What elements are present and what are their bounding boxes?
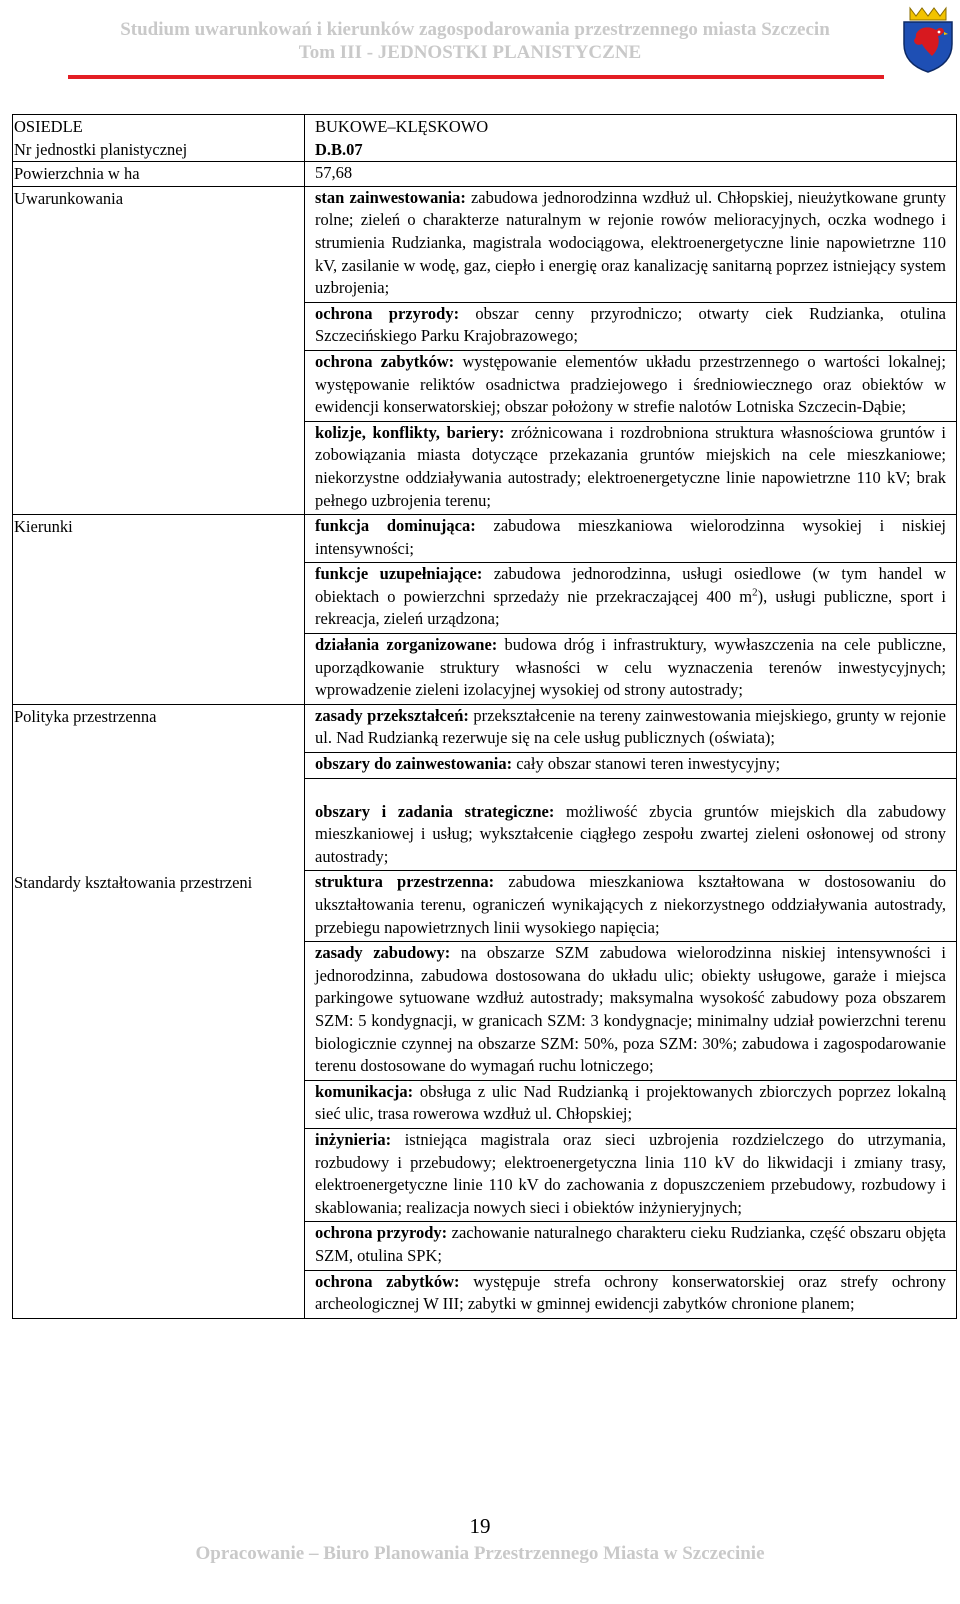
table-row-osiedle xyxy=(13,115,957,162)
szczecin-coat-of-arms-icon xyxy=(900,4,956,74)
paragraph-text: zróżnicowana i rozdrobniona struktura własnościowa gruntów i zobowiązania miasta dotyczące przekazania gruntów miejskich na cele mieszkaniowe; niekorzystne oddziaływania autostrady; elektroenergetyczne linie napowietrzne 110 kV; brak pełnego uzbrojenia terenu; xyxy=(315,422,946,510)
table-row-polityka xyxy=(13,704,957,871)
paragraph-text-continued: ), usługi publiczne, sport i rekreacja, zieleń urządzona; xyxy=(315,586,946,629)
kierunki-label: Kierunki xyxy=(13,515,305,705)
unit-number-value: D.B.07 xyxy=(315,139,363,159)
paragraph-text: przekształcenie na tereny zainwestowania miejskiego, grunty w rejonie ul. Nad Rudzianką rezerwuje się na cele usług publicznych (oświata); xyxy=(315,705,946,748)
osiedle-value: BUKOWE–KLĘSKOWO xyxy=(315,117,489,136)
paragraph-block xyxy=(305,1271,956,1318)
table-row-area xyxy=(13,162,957,187)
uwarunkowania-cell xyxy=(305,186,957,514)
paragraph-title: struktura przestrzenna: xyxy=(315,872,495,892)
page-footer xyxy=(0,1514,960,1566)
standardy-cell xyxy=(305,871,957,1318)
paragraph-title: działania zorganizowane: xyxy=(315,635,498,655)
paragraph-text: na obszarze SZM zabudowa wielorodzinna niskiej intensywności i jednorodzinna, zabudowa dostosowana do układu ulic; obiekty usługowe, garaże i miejsca parkingowe sytuowane wzdłuż autostrady; maksymalna wysokość zabudowy poza obszarem SZM: 5 kondygnacji, w granicach SZM: 3 kondygnacje; minimalny udział powierzchni terenu biologicznie czynnej na obszarze SZM: 50%, poza SZM: 30%; zabudowa i zagospodarowanie terenu dostosowane do wymagań ruchu lotniczego; xyxy=(315,943,947,1076)
document-title: Studium uwarunkowań i kierunków zagospodarowania przestrzennego miasta Szczecin xyxy=(120,19,830,40)
paragraph-title: ochrona zabytków: xyxy=(315,351,455,371)
paragraph-block xyxy=(305,779,956,871)
paragraph-text: zabudowa jednorodzinna, usługi osiedlowe (w tym handel w obiektach o powierzchni sprzedaży nie przekraczającej 400 m xyxy=(315,564,946,606)
paragraph-block xyxy=(305,422,956,514)
planning-unit-table xyxy=(12,114,957,1319)
uwarunkowania-label: Uwarunkowania xyxy=(13,186,305,514)
table-row-standardy xyxy=(13,871,957,1318)
paragraph-text: zabudowa jednorodzinna wzdłuż ul. Chłopskiej, nieużytkowane grunty rolne; zieleń o charakterze naturalnym w rejonie rowów melioracyjnych, oczka wodnego i strumienia Rudzianka, magistrala wodociągowa, elektroenergetyczne linie napowietrzne 110 kV, zasilanie w wodę, gaz, ciepło i energię oraz kanalizację sanitarną poprzez istniejący system uzbrojenia; xyxy=(315,187,946,298)
paragraph-text: cały obszar stanowi teren inwestycyjny; xyxy=(512,754,781,774)
paragraph-block xyxy=(305,1129,956,1222)
paragraph-block xyxy=(305,515,956,563)
area-label: Powierzchnia w ha xyxy=(13,162,305,187)
paragraph-block xyxy=(305,942,956,1081)
table-row-kierunki xyxy=(13,515,957,705)
paragraph-text: istniejąca magistrala oraz sieci uzbrojenia rozdzielczego do utrzymania, rozbudowy i przebudowy; elektroenergetyczna linia 110 kV do likwidacji i zmiany trasy, elektroenergetyczne linie 110 kV do zachowania z dopuszczeniem przebudowy, rozbudowy i skablowania; realizacja nowych sieci i obiektów inżynieryjnych; xyxy=(315,1129,946,1217)
unit-number-label: Nr jednostki planistycznej xyxy=(14,139,188,159)
paragraph-title: inżynieria: xyxy=(315,1129,392,1149)
polityka-label: Polityka przestrzenna xyxy=(13,704,305,871)
paragraph-text: występuje strefa ochrony konserwatorskiej oraz strefy ochrony archeologicznej W III; zabytki w gminnej ewidencji zabytków chronione planem; xyxy=(315,1271,946,1314)
paragraph-block xyxy=(305,187,956,303)
page-header xyxy=(0,0,960,84)
paragraph-text: występowanie elementów układu przestrzennego o wartości lokalnej; występowanie reliktów osadnictwa pradziejowego i średniowiecznego oraz obiektów w ewidencji konserwatorskiej; obszar położony w strefie nalotów Lotniska Szczecin-Dąbie; xyxy=(315,351,946,417)
paragraph-text: zachowanie naturalnego charakteru cieku Rudzianka, część obszaru objęta SZM, otulina SPK; xyxy=(315,1223,946,1265)
paragraph-block xyxy=(305,1222,956,1270)
paragraph-block xyxy=(305,705,956,753)
paragraph-title: obszary do zainwestowania: xyxy=(315,754,513,774)
paragraph-title: zasady przekształceń: xyxy=(315,705,469,725)
volume-title: Tom III - JEDNOSTKI PLANISTYCZNE xyxy=(298,42,642,63)
paragraph-block xyxy=(305,634,956,704)
header-rule xyxy=(68,75,884,79)
table-row-uwarunkowania xyxy=(13,186,957,514)
paragraph-text: budowa dróg i infrastruktury, wywłaszczenia na cele publiczne, uporządkowanie struktury własności w celu wyznaczenia terenów inwestycyjnych; wprowadzenie zieleni izolacyjnej wysokiej od strony autostrady; xyxy=(315,635,946,700)
paragraph-block xyxy=(305,563,956,634)
standardy-label: Standardy kształtowania przestrzeni xyxy=(13,871,305,1318)
paragraph-title: ochrona zabytków: xyxy=(315,1271,460,1291)
kierunki-cell xyxy=(305,515,957,705)
paragraph-block xyxy=(305,303,956,351)
paragraph-block xyxy=(305,351,956,422)
osiedle-label: OSIEDLE xyxy=(14,117,83,136)
paragraph-block xyxy=(305,753,956,779)
paragraph-title: funkcje uzupełniające: xyxy=(315,564,483,584)
paragraph-block xyxy=(305,1081,956,1129)
footer-credit: Opracowanie – Biuro Planowania Przestrzennego Miasta w Szczecinie xyxy=(195,1543,765,1564)
paragraph-text: zabudowa mieszkaniowa wielorodzinna wysokiej i niskiej intensywności; xyxy=(315,516,946,558)
paragraph-title: zasady zabudowy: xyxy=(315,943,451,963)
paragraph-block xyxy=(305,871,956,942)
paragraph-text: zabudowa mieszkaniowa kształtowana w dostosowaniu do ukształtowania terenu, ograniczeń wynikających z niekorzystnego oddziaływania autostrady, przebiegu napowietrznych linii wysokiego napięcia; xyxy=(315,872,947,937)
superscript: 2 xyxy=(752,586,758,599)
paragraph-text: obszar cenny przyrodniczo; otwarty ciek Rudzianka, otulina Szczecińskiego Parku Krajobrazowego; xyxy=(315,303,946,346)
paragraph-title: ochrona przyrody: xyxy=(315,303,460,323)
paragraph-title: ochrona przyrody: xyxy=(315,1223,448,1243)
polityka-cell xyxy=(305,704,957,871)
paragraph-text: obsługa z ulic Nad Rudzianką i projektowanych zbiorczych poprzez lokalną sieć ulic, trasa rowerowa wzdłuż ul. Chłopskiej; xyxy=(315,1081,946,1124)
paragraph-title: kolizje, konflikty, bariery: xyxy=(315,422,505,442)
paragraph-title: stan zainwestowania: xyxy=(315,187,466,207)
paragraph-text: możliwość zbycia gruntów miejskich dla zabudowy mieszkaniowej i usług; wykształcenie ciągłego zespołu zwartej zieleni osłonowej od strony autostrady; xyxy=(315,801,946,866)
paragraph-title: funkcja dominująca: xyxy=(315,516,476,536)
page-number: 19 xyxy=(469,1514,491,1538)
paragraph-title: obszary i zadania strategiczne: xyxy=(315,801,555,821)
paragraph-title: komunikacja: xyxy=(315,1081,414,1101)
area-value: 57,68 xyxy=(305,162,957,187)
